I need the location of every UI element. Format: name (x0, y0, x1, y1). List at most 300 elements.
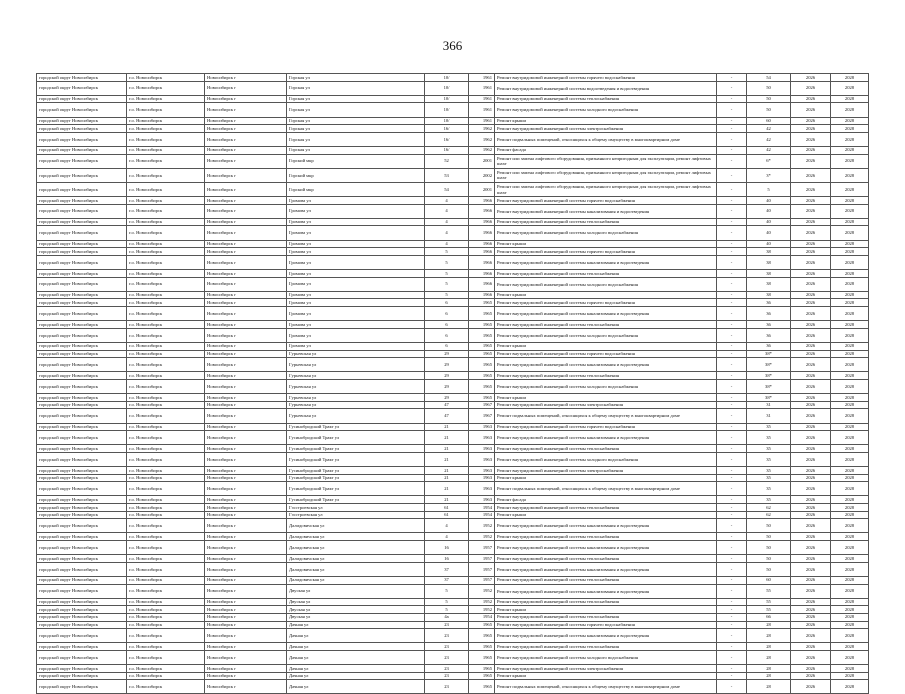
table-row (37, 255, 869, 269)
table-row (37, 394, 869, 402)
quantity-cell: 40 (747, 226, 791, 240)
city-cell: Новосибирск г (205, 204, 287, 218)
year-end-cell: 2028 (831, 621, 869, 629)
municipality-cell: городской округ Новосибирск (37, 74, 127, 82)
district-cell: г.о. Новосибирск (127, 394, 205, 402)
house-number-cell: 29 (425, 379, 469, 393)
year-built-cell: 1961 (469, 103, 495, 117)
work-type-cell: Ремонт внутридомовой инженерной системы теплоснабжения (495, 555, 717, 563)
district-cell: г.о. Новосибирск (127, 541, 205, 555)
year-end-cell: 2028 (831, 358, 869, 372)
work-type-cell: Ремонт внутридомовой инженерной системы теплоснабжения (495, 613, 717, 621)
table-row (37, 154, 869, 168)
street-cell: Далидовичская ул (287, 519, 425, 533)
flag-cell: - (717, 401, 747, 409)
year-built-cell: 1957 (469, 541, 495, 555)
year-end-cell: 2028 (831, 474, 869, 482)
year-start-cell: 2026 (791, 291, 831, 299)
quantity-cell: 40 (747, 204, 791, 218)
flag-cell: - (717, 598, 747, 606)
year-end-cell: 2028 (831, 643, 869, 651)
quantity-cell: 28 (747, 629, 791, 643)
city-cell: Новосибирск г (205, 182, 287, 196)
quantity-cell: 38* (747, 394, 791, 402)
district-cell: г.о. Новосибирск (127, 519, 205, 533)
year-built-cell: 1963 (469, 445, 495, 453)
house-number-cell: 54 (425, 182, 469, 196)
city-cell: Новосибирск г (205, 650, 287, 664)
work-type-cell: Ремонт крыши (495, 474, 717, 482)
year-built-cell: 1952 (469, 598, 495, 606)
table-row (37, 613, 869, 621)
city-cell: Новосибирск г (205, 379, 287, 393)
year-end-cell: 2028 (831, 452, 869, 466)
year-start-cell: 2026 (791, 423, 831, 431)
table-row (37, 598, 869, 606)
year-start-cell: 2026 (791, 146, 831, 154)
flag-cell: - (717, 452, 747, 466)
quantity-cell: 50 (747, 519, 791, 533)
flag-cell: - (717, 226, 747, 240)
work-type-cell: Ремонт внутридомовой инженерной системы канализования и водоотведения (495, 562, 717, 576)
year-built-cell: 1966 (469, 240, 495, 248)
work-type-cell: Ремонт крыши (495, 342, 717, 350)
year-end-cell: 2028 (831, 394, 869, 402)
work-type-cell: Ремонт или замена лифтового оборудования, признанного непригодным для эксплуатации, ремонт лифтовых шахт (495, 168, 717, 182)
year-end-cell: 2028 (831, 204, 869, 218)
city-cell: Новосибирск г (205, 423, 287, 431)
district-cell: г.о. Новосибирск (127, 81, 205, 95)
municipality-cell: городской округ Новосибирск (37, 299, 127, 307)
work-type-cell: Ремонт внутридомовой инженерной системы холодного водоснабжения (495, 452, 717, 466)
district-cell: г.о. Новосибирск (127, 496, 205, 504)
city-cell: Новосибирск г (205, 555, 287, 563)
city-cell: Новосибирск г (205, 270, 287, 278)
city-cell: Новосибирск г (205, 643, 287, 651)
flag-cell: - (717, 358, 747, 372)
work-type-cell: Ремонт внутридомовой инженерной системы водоотведения и водоотведения (495, 81, 717, 95)
work-type-cell: Ремонт внутридомовой инженерной системы электроснабжения (495, 467, 717, 475)
municipality-cell: городской округ Новосибирск (37, 474, 127, 482)
district-cell: г.о. Новосибирск (127, 452, 205, 466)
flag-cell: - (717, 277, 747, 291)
street-cell: Горская ул (287, 95, 425, 103)
year-end-cell: 2028 (831, 672, 869, 680)
house-number-cell: 6 (425, 321, 469, 329)
flag-cell: - (717, 474, 747, 482)
city-cell: Новосибирск г (205, 519, 287, 533)
house-number-cell: 5 (425, 606, 469, 614)
year-end-cell: 2028 (831, 496, 869, 504)
work-type-cell: Ремонт внутридомовой инженерной системы теплоснабжения (495, 95, 717, 103)
quantity-cell: 35 (747, 431, 791, 445)
house-number-cell: 21 (425, 431, 469, 445)
district-cell: г.о. Новосибирск (127, 226, 205, 240)
year-end-cell: 2028 (831, 81, 869, 95)
city-cell: Новосибирск г (205, 431, 287, 445)
street-cell: Гурьевская ул (287, 394, 425, 402)
house-number-cell: 5 (425, 598, 469, 606)
year-start-cell: 2026 (791, 321, 831, 329)
flag-cell: - (717, 541, 747, 555)
flag-cell: - (717, 255, 747, 269)
city-cell: Новосибирск г (205, 401, 287, 409)
city-cell: Новосибирск г (205, 132, 287, 146)
table-row (37, 204, 869, 218)
year-built-cell: 1954 (469, 511, 495, 519)
house-number-cell: 23 (425, 629, 469, 643)
house-number-cell: 52 (425, 154, 469, 168)
quantity-cell: 38* (747, 350, 791, 358)
street-cell: Горский мкр (287, 154, 425, 168)
year-built-cell: 1952 (469, 519, 495, 533)
flag-cell: - (717, 103, 747, 117)
city-cell: Новосибирск г (205, 372, 287, 380)
year-start-cell: 2026 (791, 584, 831, 598)
quantity-cell: 6* (747, 154, 791, 168)
street-cell: Гурьевская ул (287, 358, 425, 372)
table-row (37, 680, 869, 694)
year-built-cell: 1966 (469, 197, 495, 205)
street-cell: Гусинобродский Тракт ул (287, 431, 425, 445)
year-start-cell: 2026 (791, 299, 831, 307)
flag-cell: - (717, 132, 747, 146)
street-cell: Громова ул (287, 328, 425, 342)
district-cell: г.о. Новосибирск (127, 409, 205, 423)
quantity-cell: 42 (747, 132, 791, 146)
city-cell: Новосибирск г (205, 358, 287, 372)
city-cell: Новосибирск г (205, 328, 287, 342)
flag-cell: - (717, 197, 747, 205)
street-cell: Горская ул (287, 117, 425, 125)
street-cell: Дачная ул (287, 643, 425, 651)
municipality-cell: городской округ Новосибирск (37, 467, 127, 475)
table-row (37, 504, 869, 512)
house-number-cell: 16/ (425, 146, 469, 154)
city-cell: Новосибирск г (205, 541, 287, 555)
house-number-cell: 21 (425, 452, 469, 466)
year-built-cell: 1954 (469, 613, 495, 621)
house-number-cell: 5 (425, 584, 469, 598)
page-number: 366 (442, 38, 463, 53)
year-end-cell: 2028 (831, 467, 869, 475)
house-number-cell: 29 (425, 358, 469, 372)
district-cell: г.о. Новосибирск (127, 576, 205, 584)
table-row (37, 321, 869, 329)
table-row (37, 168, 869, 182)
street-cell: Громова ул (287, 307, 425, 321)
year-start-cell: 2026 (791, 467, 831, 475)
house-number-cell: 4а (425, 613, 469, 621)
street-cell: Громова ул (287, 270, 425, 278)
house-number-cell: 10/ (425, 103, 469, 117)
year-end-cell: 2028 (831, 665, 869, 673)
street-cell: Гусинобродский Тракт ул (287, 467, 425, 475)
house-number-cell: 5 (425, 270, 469, 278)
quantity-cell: 50 (747, 103, 791, 117)
year-built-cell: 1963 (469, 423, 495, 431)
municipality-cell: городской округ Новосибирск (37, 541, 127, 555)
street-cell: Далидовичская ул (287, 541, 425, 555)
district-cell: г.о. Новосибирск (127, 555, 205, 563)
street-cell: Громова ул (287, 226, 425, 240)
year-end-cell: 2028 (831, 74, 869, 82)
city-cell: Новосибирск г (205, 117, 287, 125)
year-end-cell: 2028 (831, 350, 869, 358)
table-row (37, 307, 869, 321)
year-built-cell: 1965 (469, 629, 495, 643)
table-row (37, 511, 869, 519)
house-number-cell: 4 (425, 240, 469, 248)
quantity-cell: 60 (747, 576, 791, 584)
municipality-cell: городской округ Новосибирск (37, 504, 127, 512)
municipality-cell: городской округ Новосибирск (37, 629, 127, 643)
year-built-cell: 1967 (469, 401, 495, 409)
table-row (37, 132, 869, 146)
municipality-cell: городской округ Новосибирск (37, 606, 127, 614)
district-cell: г.о. Новосибирск (127, 350, 205, 358)
street-cell: Двуская ул (287, 613, 425, 621)
city-cell: Новосибирск г (205, 226, 287, 240)
municipality-cell: городской округ Новосибирск (37, 665, 127, 673)
flag-cell: - (717, 81, 747, 95)
work-type-cell: Ремонт или замена лифтового оборудования, признанного непригодным для эксплуатации, ремонт лифтовых шахт (495, 182, 717, 196)
street-cell: Гэсстроевская ул (287, 511, 425, 519)
municipality-cell: городской округ Новосибирск (37, 496, 127, 504)
municipality-cell: городской округ Новосибирск (37, 372, 127, 380)
city-cell: Новосибирск г (205, 533, 287, 541)
district-cell: г.о. Новосибирск (127, 379, 205, 393)
year-built-cell: 1965 (469, 643, 495, 651)
table-row (37, 277, 869, 291)
flag-cell: - (717, 562, 747, 576)
house-number-cell: 23 (425, 621, 469, 629)
house-number-cell: 21 (425, 482, 469, 496)
district-cell: г.о. Новосибирск (127, 218, 205, 226)
year-start-cell: 2026 (791, 511, 831, 519)
work-type-cell: Ремонт крыши (495, 672, 717, 680)
district-cell: г.о. Новосибирск (127, 372, 205, 380)
work-type-cell: Ремонт внутридомовой инженерной системы теплоснабжения (495, 643, 717, 651)
year-built-cell: 1965 (469, 672, 495, 680)
year-start-cell: 2026 (791, 431, 831, 445)
work-type-cell: Ремонт внутридомовой инженерной системы теплоснабжения (495, 372, 717, 380)
municipality-cell: городской округ Новосибирск (37, 423, 127, 431)
flag-cell: - (717, 533, 747, 541)
house-number-cell: 16 (425, 555, 469, 563)
quantity-cell: 50 (747, 81, 791, 95)
district-cell: г.о. Новосибирск (127, 643, 205, 651)
house-number-cell: 23 (425, 680, 469, 694)
district-cell: г.о. Новосибирск (127, 299, 205, 307)
year-built-cell: 1965 (469, 358, 495, 372)
table-row (37, 372, 869, 380)
year-end-cell: 2028 (831, 555, 869, 563)
year-built-cell: 1966 (469, 248, 495, 256)
street-cell: Гурьевская ул (287, 409, 425, 423)
work-type-cell: Ремонт крыши (495, 511, 717, 519)
municipality-cell: городской округ Новосибирск (37, 680, 127, 694)
table-row (37, 650, 869, 664)
district-cell: г.о. Новосибирск (127, 401, 205, 409)
house-number-cell: 61 (425, 511, 469, 519)
year-end-cell: 2028 (831, 299, 869, 307)
flag-cell: - (717, 496, 747, 504)
work-type-cell: Ремонт подвальных помещений, относящихся к общему имуществу в многоквартирном доме (495, 409, 717, 423)
quantity-cell: 31 (747, 401, 791, 409)
year-built-cell: 1963 (469, 452, 495, 466)
table-row (37, 452, 869, 466)
district-cell: г.о. Новосибирск (127, 74, 205, 82)
year-start-cell: 2026 (791, 240, 831, 248)
district-cell: г.о. Новосибирск (127, 117, 205, 125)
year-start-cell: 2026 (791, 125, 831, 133)
quantity-cell: 35 (747, 474, 791, 482)
district-cell: г.о. Новосибирск (127, 342, 205, 350)
city-cell: Новосибирск г (205, 255, 287, 269)
year-end-cell: 2028 (831, 431, 869, 445)
house-number-cell: 37 (425, 576, 469, 584)
year-built-cell: 1966 (469, 255, 495, 269)
street-cell: Гусинобродский Тракт ул (287, 496, 425, 504)
work-type-cell: Ремонт внутридомовой инженерной системы теплоснабжения (495, 576, 717, 584)
year-built-cell: 1965 (469, 650, 495, 664)
street-cell: Громова ул (287, 255, 425, 269)
flag-cell: - (717, 643, 747, 651)
flag-cell: - (717, 95, 747, 103)
street-cell: Гусинобродский Тракт ул (287, 482, 425, 496)
work-type-cell: Ремонт внутридомовой инженерной системы канализования и водоотведения (495, 629, 717, 643)
municipality-cell: городской округ Новосибирск (37, 401, 127, 409)
year-start-cell: 2026 (791, 452, 831, 466)
district-cell: г.о. Новосибирск (127, 467, 205, 475)
quantity-cell: 50 (747, 555, 791, 563)
year-end-cell: 2028 (831, 248, 869, 256)
year-start-cell: 2026 (791, 562, 831, 576)
house-number-cell: 23 (425, 643, 469, 651)
quantity-cell: 28 (747, 665, 791, 673)
flag-cell: - (717, 613, 747, 621)
table-row (37, 431, 869, 445)
municipality-cell: городской округ Новосибирск (37, 255, 127, 269)
house-number-cell: 29 (425, 394, 469, 402)
district-cell: г.о. Новосибирск (127, 168, 205, 182)
quantity-cell: 35 (747, 423, 791, 431)
year-start-cell: 2026 (791, 533, 831, 541)
municipality-cell: городской округ Новосибирск (37, 291, 127, 299)
year-built-cell: 1965 (469, 328, 495, 342)
street-cell: Громова ул (287, 197, 425, 205)
municipality-cell: городской округ Новосибирск (37, 621, 127, 629)
work-type-cell: Ремонт внутридомовой инженерной системы теплоснабжения (495, 533, 717, 541)
year-built-cell: 1954 (469, 504, 495, 512)
quantity-cell: 38* (747, 372, 791, 380)
municipality-cell: городской округ Новосибирск (37, 321, 127, 329)
year-built-cell: 1963 (469, 474, 495, 482)
flag-cell: - (717, 576, 747, 584)
street-cell: Двуская ул (287, 598, 425, 606)
quantity-cell: 28 (747, 643, 791, 651)
work-type-cell: Ремонт внутридомовой инженерной системы горячего водоснабжения (495, 423, 717, 431)
work-type-cell: Ремонт или замена лифтового оборудования, признанного непригодным для эксплуатации, ремонт лифтовых шахт (495, 154, 717, 168)
year-end-cell: 2028 (831, 307, 869, 321)
quantity-cell: 35 (747, 467, 791, 475)
quantity-cell: 28 (747, 680, 791, 694)
table-row (37, 621, 869, 629)
district-cell: г.о. Новосибирск (127, 103, 205, 117)
work-type-cell: Ремонт внутридомовой инженерной системы холодного водоснабжения (495, 226, 717, 240)
table-row (37, 299, 869, 307)
quantity-cell: 38* (747, 379, 791, 393)
municipality-cell: городской округ Новосибирск (37, 562, 127, 576)
year-end-cell: 2028 (831, 103, 869, 117)
year-end-cell: 2028 (831, 226, 869, 240)
house-number-cell: 10/ (425, 95, 469, 103)
district-cell: г.о. Новосибирск (127, 511, 205, 519)
year-start-cell: 2026 (791, 621, 831, 629)
street-cell: Гусинобродский Тракт ул (287, 474, 425, 482)
year-end-cell: 2028 (831, 519, 869, 533)
year-end-cell: 2028 (831, 613, 869, 621)
table-row (37, 342, 869, 350)
table-row (37, 401, 869, 409)
year-built-cell: 1966 (469, 277, 495, 291)
flag-cell: - (717, 125, 747, 133)
house-number-cell: 53 (425, 168, 469, 182)
house-number-cell: 29 (425, 350, 469, 358)
table-row (37, 117, 869, 125)
table-row (37, 606, 869, 614)
year-end-cell: 2028 (831, 584, 869, 598)
city-cell: Новосибирск г (205, 613, 287, 621)
municipality-cell: городской округ Новосибирск (37, 394, 127, 402)
city-cell: Новосибирск г (205, 277, 287, 291)
year-built-cell: 1965 (469, 680, 495, 694)
municipality-cell: городской округ Новосибирск (37, 146, 127, 154)
flag-cell: - (717, 584, 747, 598)
house-number-cell: 47 (425, 401, 469, 409)
street-cell: Дачная ул (287, 680, 425, 694)
municipality-cell: городской округ Новосибирск (37, 482, 127, 496)
municipality-cell: городской округ Новосибирск (37, 409, 127, 423)
table-row (37, 629, 869, 643)
year-built-cell: 1952 (469, 584, 495, 598)
year-end-cell: 2028 (831, 117, 869, 125)
street-cell: Гурьевская ул (287, 350, 425, 358)
city-cell: Новосибирск г (205, 409, 287, 423)
house-number-cell: 23 (425, 672, 469, 680)
work-type-cell: Ремонт фасада (495, 496, 717, 504)
year-start-cell: 2026 (791, 248, 831, 256)
city-cell: Новосибирск г (205, 504, 287, 512)
city-cell: Новосибирск г (205, 81, 287, 95)
flag-cell: - (717, 394, 747, 402)
quantity-cell: 55 (747, 606, 791, 614)
table-row (37, 95, 869, 103)
street-cell: Горская ул (287, 103, 425, 117)
year-end-cell: 2028 (831, 270, 869, 278)
street-cell: Громова ул (287, 291, 425, 299)
street-cell: Гурьевская ул (287, 372, 425, 380)
year-end-cell: 2028 (831, 606, 869, 614)
table-row (37, 409, 869, 423)
year-end-cell: 2028 (831, 321, 869, 329)
district-cell: г.о. Новосибирск (127, 154, 205, 168)
municipality-cell: городской округ Новосибирск (37, 613, 127, 621)
year-start-cell: 2026 (791, 474, 831, 482)
year-start-cell: 2026 (791, 606, 831, 614)
house-number-cell: 21 (425, 467, 469, 475)
